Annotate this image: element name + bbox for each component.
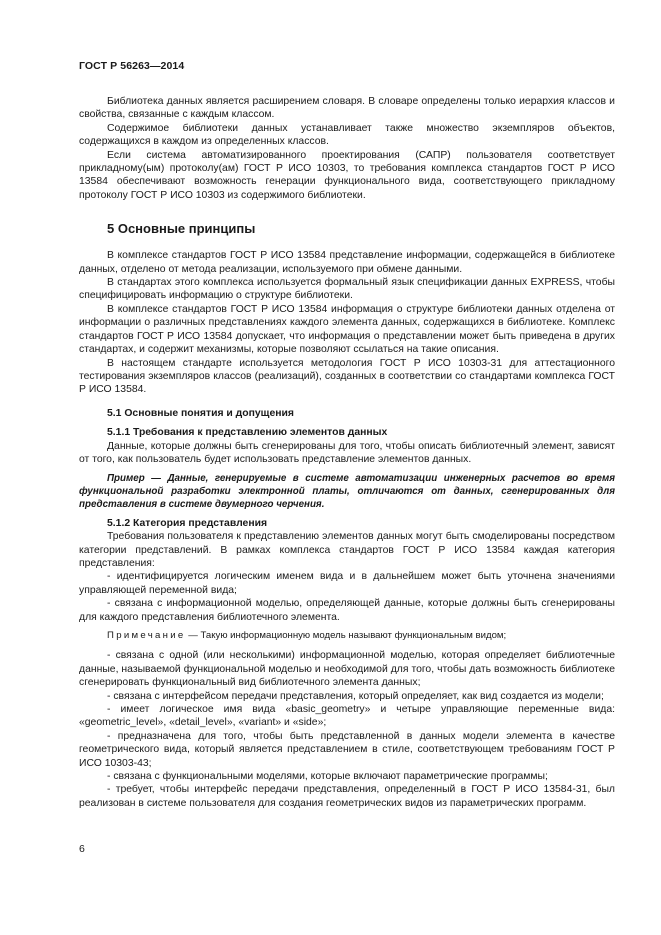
section-paragraph: В комплексе стандартов ГОСТ Р ИСО 13584 информация о структуре библиотеки данных отделена от информации о различных представлениях каждого элемента данных, содержащихся в библиотеке. Комплекс стандартов ГОСТ Р ИСО 13584 допускает, что информация о представлении может быть приведена в других стандартах, и содержит механизмы, которые позволяют ссылаться на такие описания. — [79, 303, 615, 356]
example-text: Пример — Данные, генерируемые в системе автоматизации инженерных расчетов во время функциональной разработки электронной платы, отличаются от данных, сгенерированных для представления в системе двумерного черчения. — [79, 473, 615, 510]
note-label: Примечание — [107, 629, 186, 641]
subsection-paragraph: Требования пользователя к представлению элементов данных могут быть смоделированы посредством категории представлений. В рамках комплекса стандартов ГОСТ Р ИСО 13584 каждая категория представления: — [79, 531, 615, 569]
note — [79, 629, 615, 642]
intro-paragraph: Библиотека данных является расширением словаря. В словаре определены только иерархия классов и свойства, связанные с каждым классом. — [79, 96, 615, 121]
page-number: 6 — [79, 843, 85, 855]
list-item: - связана с одной (или несколькими) информационной моделью, которая определяет библиотечные данные, называемой функциональной моделью и необходимой для того, чтобы дать возможность библиотеке сгенерировать функциональный вид библиотечного элемента данных; — [79, 650, 615, 689]
subsection-heading: 5.1.1 Требования к представлению элементов данных — [107, 427, 388, 439]
subsection-heading: 5.1.2 Категория представления — [107, 517, 268, 529]
section-paragraph: В настоящем стандарте используется методология ГОСТ Р ИСО 10303-31 для аттестационного тестирования экземпляров классов (реализаций), созданных в соответствии со стандартами комплекса ГОСТ Р ИСО 13584. — [79, 357, 615, 396]
section-paragraph: В стандартах этого комплекса используется формальный язык спецификации данных EXPRESS, чтобы специфицировать информацию о структуре библиотеки. — [79, 277, 615, 302]
section-paragraph: В комплексе стандартов ГОСТ Р ИСО 13584 представление информации, содержащейся в библиотеке данных, отделено от метода реализации, используемого при обмене данными. — [79, 250, 615, 275]
list-item: - связана с функциональными моделями, которые включают параметрические программы; — [107, 771, 548, 783]
subsection-heading: 5.1 Основные понятия и допущения — [107, 407, 294, 419]
list-item: - связана с интерфейсом передачи представления, который определяет, как вид создается из модели; — [107, 690, 604, 702]
page-body — [79, 95, 615, 810]
subsection-paragraph: Данные, которые должны быть сгенерированы для того, чтобы описать библиотечный элемент, зависят от того, как пользователь будет использовать представление элементов данных. — [79, 440, 615, 465]
list-item: - связана с информационной моделью, определяющей данные, которые должны быть сгенерированы для каждого представления библиотечного элемента. — [79, 598, 615, 623]
list-item: - идентифицируется логическим именем вида и в дальнейшем может быть уточнена значениями управляющей переменной вида; — [79, 571, 615, 596]
document-header: ГОСТ Р 56263—2014 — [79, 60, 185, 72]
list-item: - имеет логическое имя вида «basic_geometry» и четыре управляющие переменные вида: «geometric_level», «detail_level», «variant» и «side»; — [79, 704, 615, 729]
list-item: - требует, чтобы интерфейс передачи представления, определенный в ГОСТ Р ИСО 13584-31, был реализован в системе пользователя для создания геометрических видов из параметрических программ. — [79, 784, 615, 809]
note-text: — Такую информационную модель называют функциональным видом; — [185, 629, 507, 641]
intro-paragraph: Если система автоматизированного проектирования (САПР) пользователя соответствует прикладному(ым) протоколу(ам) ГОСТ Р ИСО 10303, то требования комплекса стандартов ГОСТ Р ИСО 13584 обеспечивают возможность генерации функционального вида, соответствующего прикладному протоколу ГОСТ Р ИСО 10303 из содержимого библиотеки. — [79, 149, 615, 201]
section-heading: 5 Основные принципы — [107, 221, 256, 237]
list-item: - предназначена для того, чтобы быть представленной в данных модели элемента в качестве геометрического вида, который является представлением в стиле, соответствующем требованиям ГОСТ Р ИСО 10303-43; — [79, 730, 615, 769]
intro-paragraph: Содержимое библиотеки данных устанавливает также множество экземпляров объектов, содержащихся в каждом из определенных классов. — [79, 122, 615, 148]
